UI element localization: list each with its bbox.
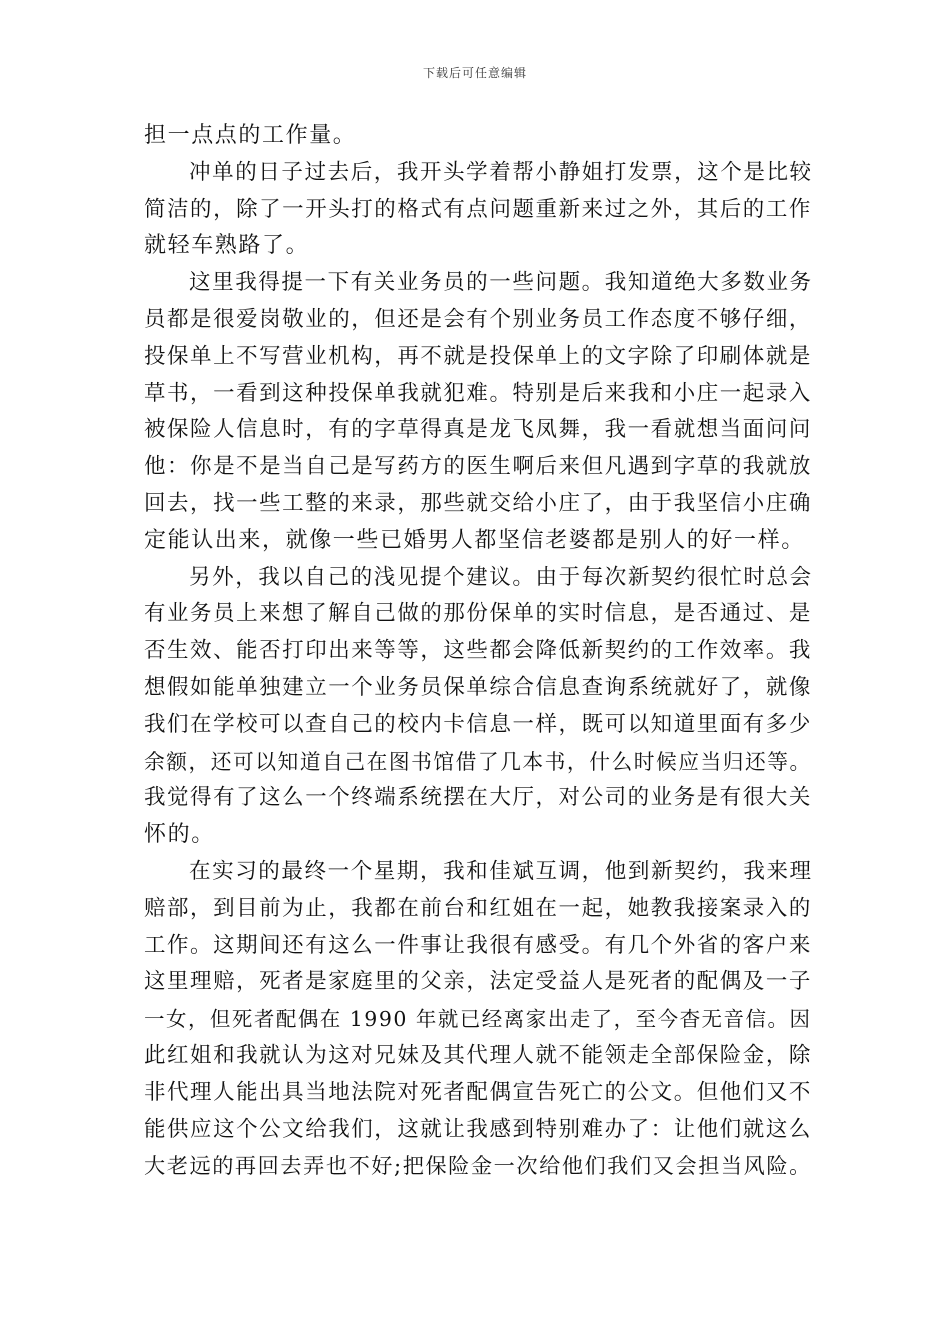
text-line: 就轻车熟路了。 xyxy=(144,233,310,259)
text-line: 我觉得有了这么一个终端系统摆在大厅，对公司的业务是有很大关 xyxy=(144,785,812,811)
text-line: 余额，还可以知道自己在图书馆借了几本书，什么时候应当归还等。 xyxy=(144,749,812,774)
body-text xyxy=(144,118,812,1185)
text-line: 定能认出来，就像一些已婚男人都坚信老婆都是别人的好一样。 xyxy=(144,527,805,553)
text-line: 非代理人能出具当地法院对死者配偶宣告死亡的公文。但他们又不 xyxy=(144,1079,812,1105)
text-line: 被保险人信息时，有的字草得真是龙飞凤舞，我一看就想当面问问 xyxy=(144,417,812,443)
text-line: 否生效、能否打印出来等等，这些都会降低新契约的工作效率。我 xyxy=(144,638,812,664)
paragraph-first-line: 另外，我以自己的浅见提个建议。由于每次新契约很忙时总会 xyxy=(189,564,813,590)
text-line: 他：你是不是当自己是写药方的医生啊后来但凡遇到字草的我就放 xyxy=(144,454,812,480)
text-line: 投保单上不写营业机构，再不就是投保单上的文字除了印刷体就是 xyxy=(144,343,812,369)
text-line: 简洁的，除了一开头打的格式有点问题重新来过之外，其后的工作 xyxy=(144,196,812,222)
text-line: 工作。这期间还有这么一件事让我很有感受。有几个外省的客户来 xyxy=(144,932,812,958)
text-line: 能供应这个公文给我们，这就让我感到特别难办了：让他们就这么 xyxy=(144,1116,812,1142)
text-line: 此红姐和我就认为这对兄妹及其代理人就不能领走全部保险金，除 xyxy=(144,1042,812,1068)
paragraph-first-line: 这里我得提一下有关业务员的一些问题。我知道绝大多数业务 xyxy=(189,270,813,296)
page-header: 下载后可任意编辑 xyxy=(422,66,527,80)
text-line: 这里理赔，死者是家庭里的父亲，法定受益人是死者的配偶及一子 xyxy=(144,969,812,995)
text-line: 赔部，到目前为止，我都在前台和红姐在一起，她教我接案录入的 xyxy=(144,895,812,921)
text-line: 回去，找一些工整的来录，那些就交给小庄了，由于我坚信小庄确 xyxy=(144,490,812,516)
text-line: 想假如能单独建立一个业务员保单综合信息查询系统就好了，就像 xyxy=(144,674,812,700)
text-line: 有业务员上来想了解自己做的那份保单的实时信息，是否通过、是 xyxy=(144,601,812,627)
text-line: 草书，一看到这种投保单我就犯难。特别是后来我和小庄一起录入 xyxy=(144,380,812,406)
text-line: 担一点点的工作量。 xyxy=(144,123,357,148)
text-line: 怀的。 xyxy=(144,822,215,848)
text-line: 员都是很爱岗敬业的，但还是会有个别业务员工作态度不够仔细， xyxy=(144,306,812,332)
paragraph-first-line: 在实习的最终一个星期，我和佳斌互调，他到新契约，我来理 xyxy=(189,858,813,884)
text-line: 一女，但死者配偶在 1990 年就已经离家出走了，至今杳无音信。因 xyxy=(144,1007,812,1032)
text-line: 大老远的再回去弄也不好;把保险金一次给他们我们又会担当风险。 xyxy=(144,1153,812,1179)
paragraph-first-line: 冲单的日子过去后，我开头学着帮小静姐打发票，这个是比较 xyxy=(189,159,813,185)
text-line: 我们在学校可以查自己的校内卡信息一样，既可以知道里面有多少 xyxy=(144,711,812,737)
